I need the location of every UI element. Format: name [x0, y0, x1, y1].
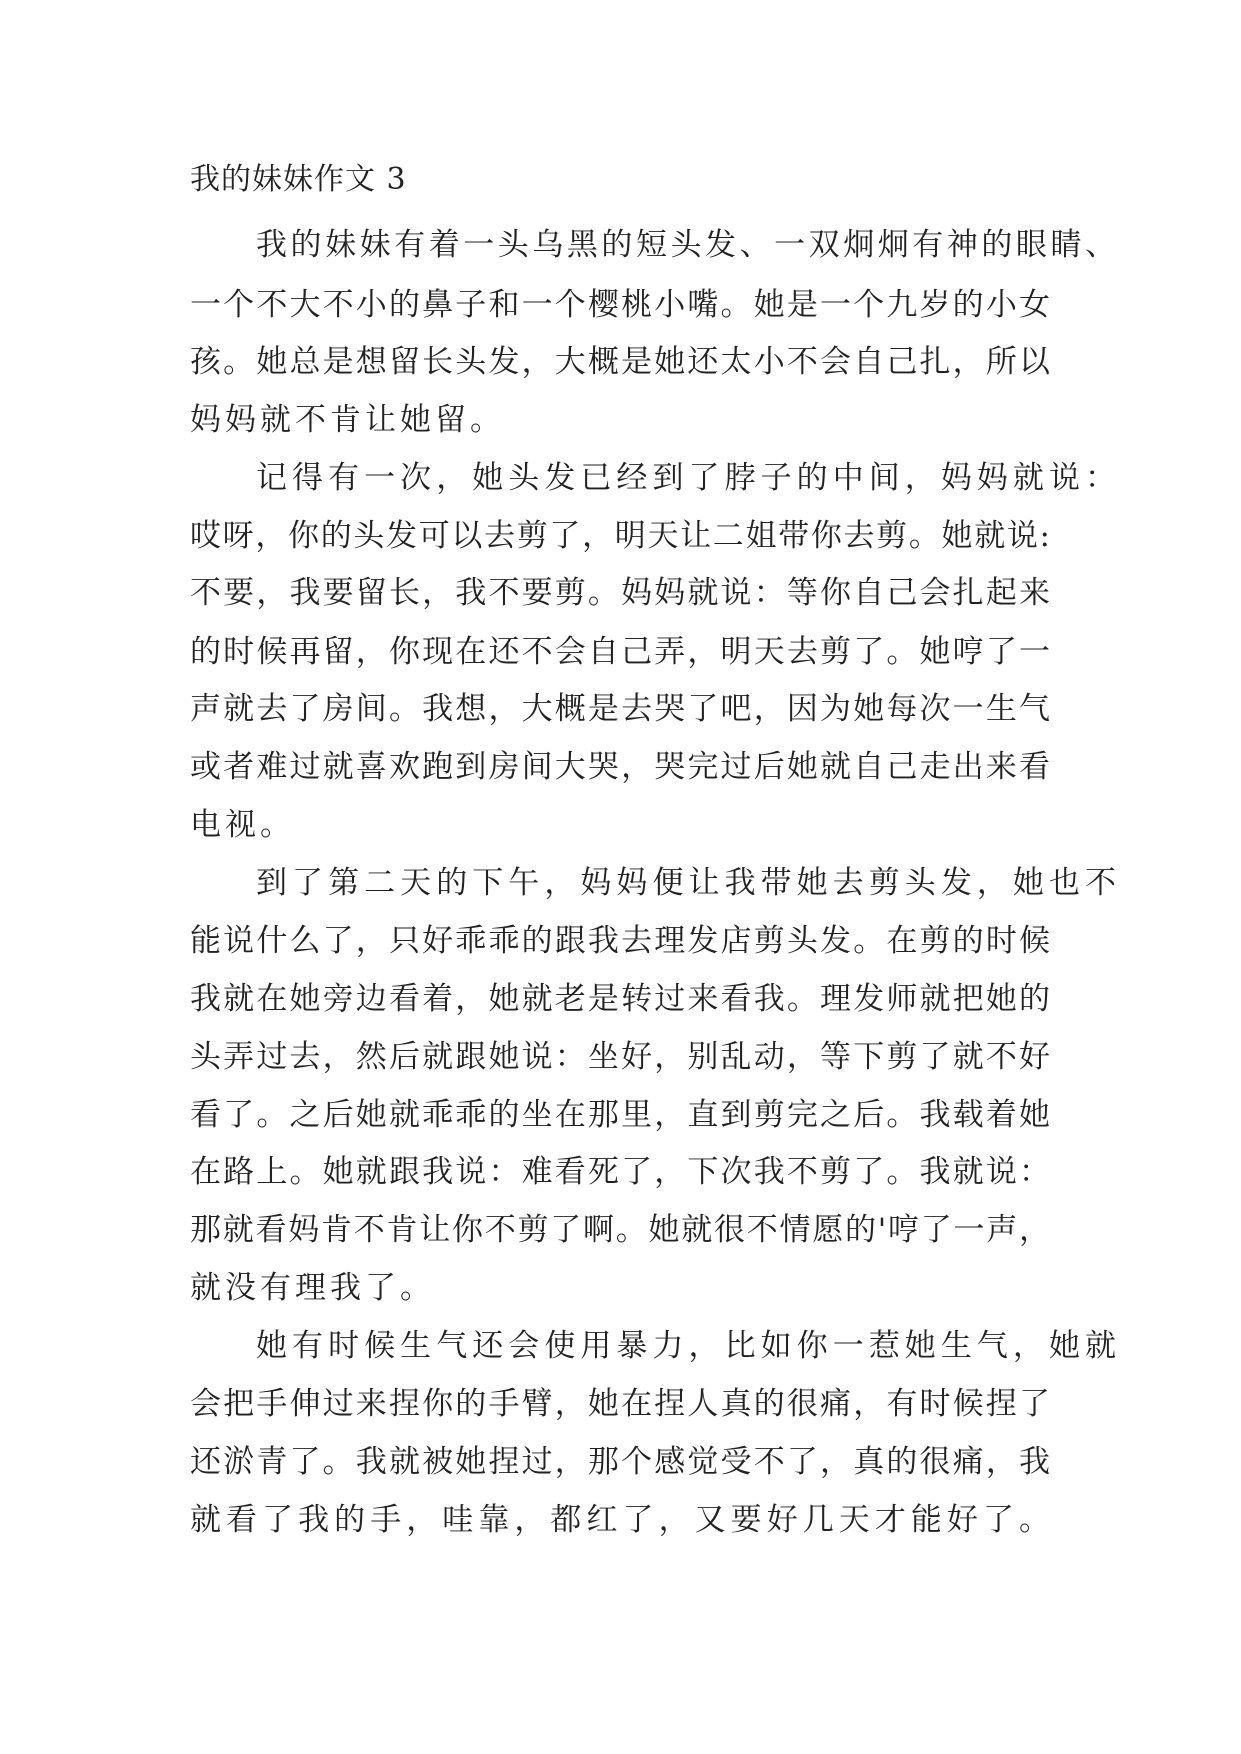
paragraph-1-line-4: 妈妈就不肯让她留。	[190, 402, 505, 438]
paragraph-2-line-5: 声就去了房间。我想，大概是去哭了吧，因为她每次一生气	[190, 691, 1053, 727]
paragraph-3-line-8: 就没有理我了。	[190, 1270, 435, 1306]
paragraph-2-line-6: 或者难过就喜欢跑到房间大哭，哭完过后她就自己走出来看	[190, 749, 1053, 785]
paragraph-3-line-5: 看了。之后她就乖乖的坐在那里，直到剪完之后。我载着她	[190, 1097, 1053, 1133]
document-title: 我的妹妹作文 3	[190, 162, 407, 197]
paragraph-3-line-7: 那就看妈肯不肯让你不剪了啊。她就很不情愿的'哼了一声，	[190, 1212, 1052, 1248]
paragraph-2-line-4: 的时候再留，你现在还不会自己弄，明天去剪了。她哼了一	[190, 634, 1053, 670]
paragraph-2-line-1: 记得有一次，她头发已经到了脖子的中间，妈妈就说：	[256, 460, 1122, 496]
paragraph-1-line-2: 一个不大不小的鼻子和一个樱桃小嘴。她是一个九岁的小女	[190, 287, 1053, 323]
paragraph-3-line-3: 我就在她旁边看着，她就老是转过来看我。理发师就把她的	[190, 981, 1053, 1017]
paragraph-2-line-3: 不要，我要留长，我不要剪。妈妈就说：等你自己会扎起来	[190, 575, 1053, 611]
paragraph-1-line-1: 我的妹妹有着一头乌黑的短头发、一双炯炯有神的眼睛、	[256, 227, 1120, 263]
paragraph-2-line-7: 电视。	[190, 807, 295, 843]
paragraph-2-line-2: 哎呀，你的头发可以去剪了，明天让二姐带你去剪。她就说:	[190, 518, 1052, 554]
paragraph-3-line-4: 头弄过去，然后就跟她说：坐好，别乱动，等下剪了就不好	[190, 1039, 1053, 1075]
paragraph-3-line-2: 能说什么了，只好乖乖的跟我去理发店剪头发。在剪的时候	[190, 923, 1053, 959]
paragraph-1-line-3: 孩。她总是想留长头发，大概是她还太小不会自己扎，所以	[190, 344, 1053, 380]
paragraph-4-line-3: 还淤青了。我就被她捏过，那个感觉受不了，真的很痛，我	[190, 1444, 1053, 1480]
paragraph-3-line-6: 在路上。她就跟我说：难看死了，下次我不剪了。我就说：	[190, 1154, 1053, 1190]
paragraph-3-line-1: 到了第二天的下午，妈妈便让我带她去剪头发，她也不	[256, 865, 1122, 901]
paragraph-4-line-4: 就看了我的手，哇靠，都红了，又要好几天才能好了。	[190, 1502, 1056, 1538]
paragraph-4-line-2: 会把手伸过来捏你的手臂，她在捏人真的很痛，有时候捏了	[190, 1386, 1053, 1422]
paragraph-4-line-1: 她有时候生气还会使用暴力，比如你一惹她生气，她就	[256, 1328, 1122, 1364]
